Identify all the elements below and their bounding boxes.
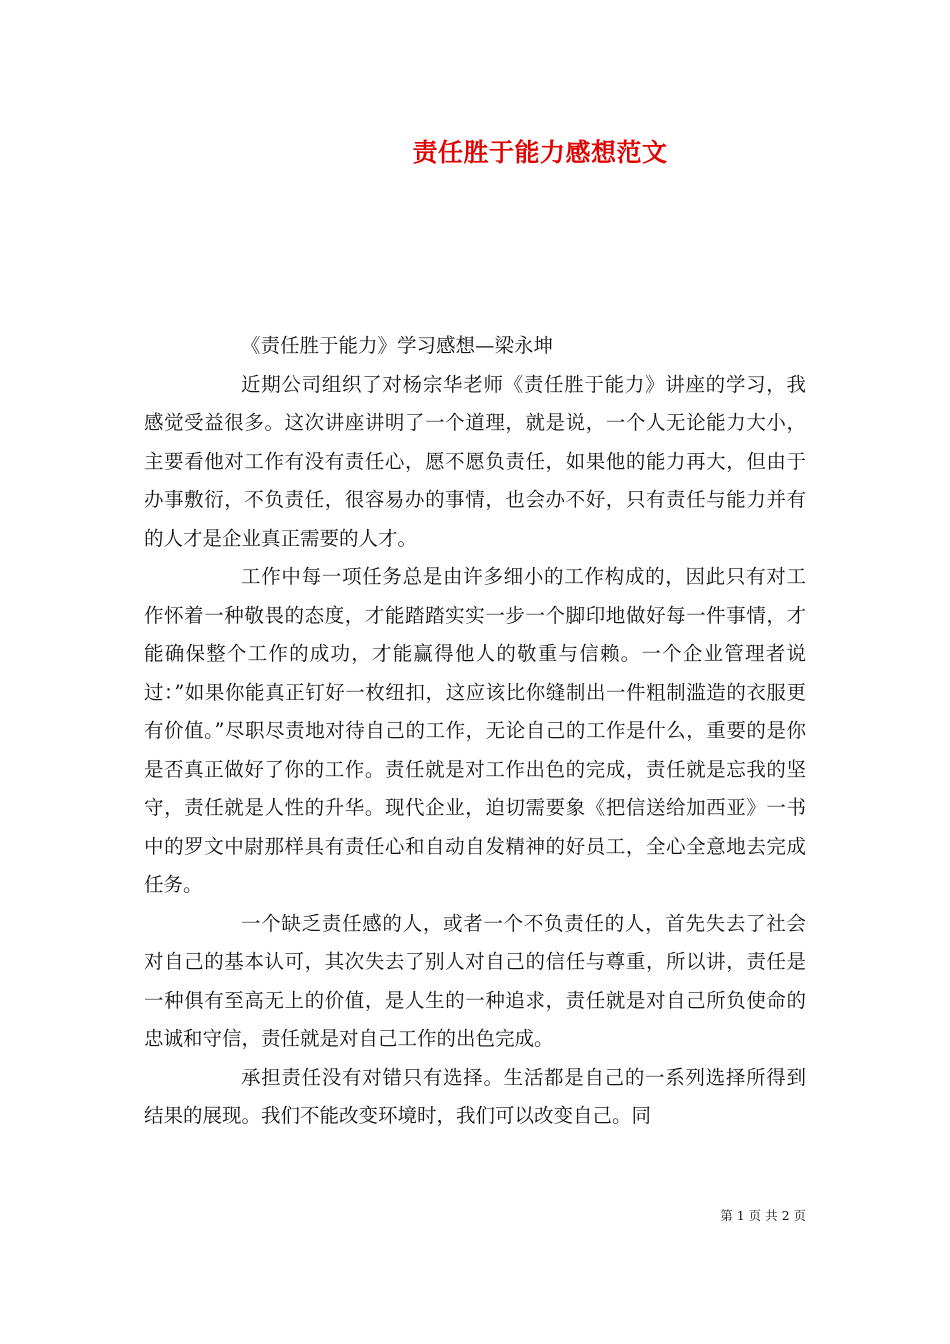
document-subtitle: 《责任胜于能力》学习感想—梁永坤 [241, 334, 554, 357]
paragraph: 承担责任没有对错只有选择。生活都是自己的一系列选择所得到结果的展现。我们不能改变环境时，我们可以改变自己。同 [144, 1065, 806, 1127]
page-footer: 第 1 页 共 2 页 [720, 1208, 806, 1223]
paragraph: 工作中每一项任务总是由许多细小的工作构成的，因此只有对工作怀着一种敬畏的态度，才能踏踏实实一步一个脚印地做好每一件事情，才能确保整个工作的成功，才能赢得他人的敬重与信赖。一个企业管理者说过：”如果你能真正钉好一枚纽扣，这应该比你缝制出一件粗制滥造的衣服更有价值。”尽职尽责地对待自己的工作，无论自己的工作是什么，重要的是你是否真正做好了你的工作。责任就是对工作出色的完成，责任就是忘我的坚守，责任就是人性的升华。现代企业，迫切需要象《把信送给加西亚》一书中的罗文中尉那样具有责任心和自动自发精神的好员工，全心全意地去完成任务。 [144, 565, 806, 896]
document-body [144, 327, 806, 1136]
paragraph: 近期公司组织了对杨宗华老师《责任胜于能力》讲座的学习，我感觉受益很多。这次讲座讲明了一个道理，就是说，一个人无论能力大小，主要看他对工作有没有责任心，愿不愿负责任，如果他的能力再大，但由于办事敷衍，不负责任，很容易办的事情，也会办不好，只有责任与能力并有的人才是企业真正需要的人才。 [144, 372, 806, 550]
document-title: 责任胜于能力感想范文 [412, 138, 668, 167]
paragraph: 一个缺乏责任感的人，或者一个不负责任的人，首先失去了社会对自己的基本认可，其次失去了别人对自己的信任与尊重，所以讲，责任是一种俱有至高无上的价值，是人生的一种追求，责任就是对自己所负使命的忠诚和守信，责任就是对自己工作的出色完成。 [144, 911, 806, 1050]
